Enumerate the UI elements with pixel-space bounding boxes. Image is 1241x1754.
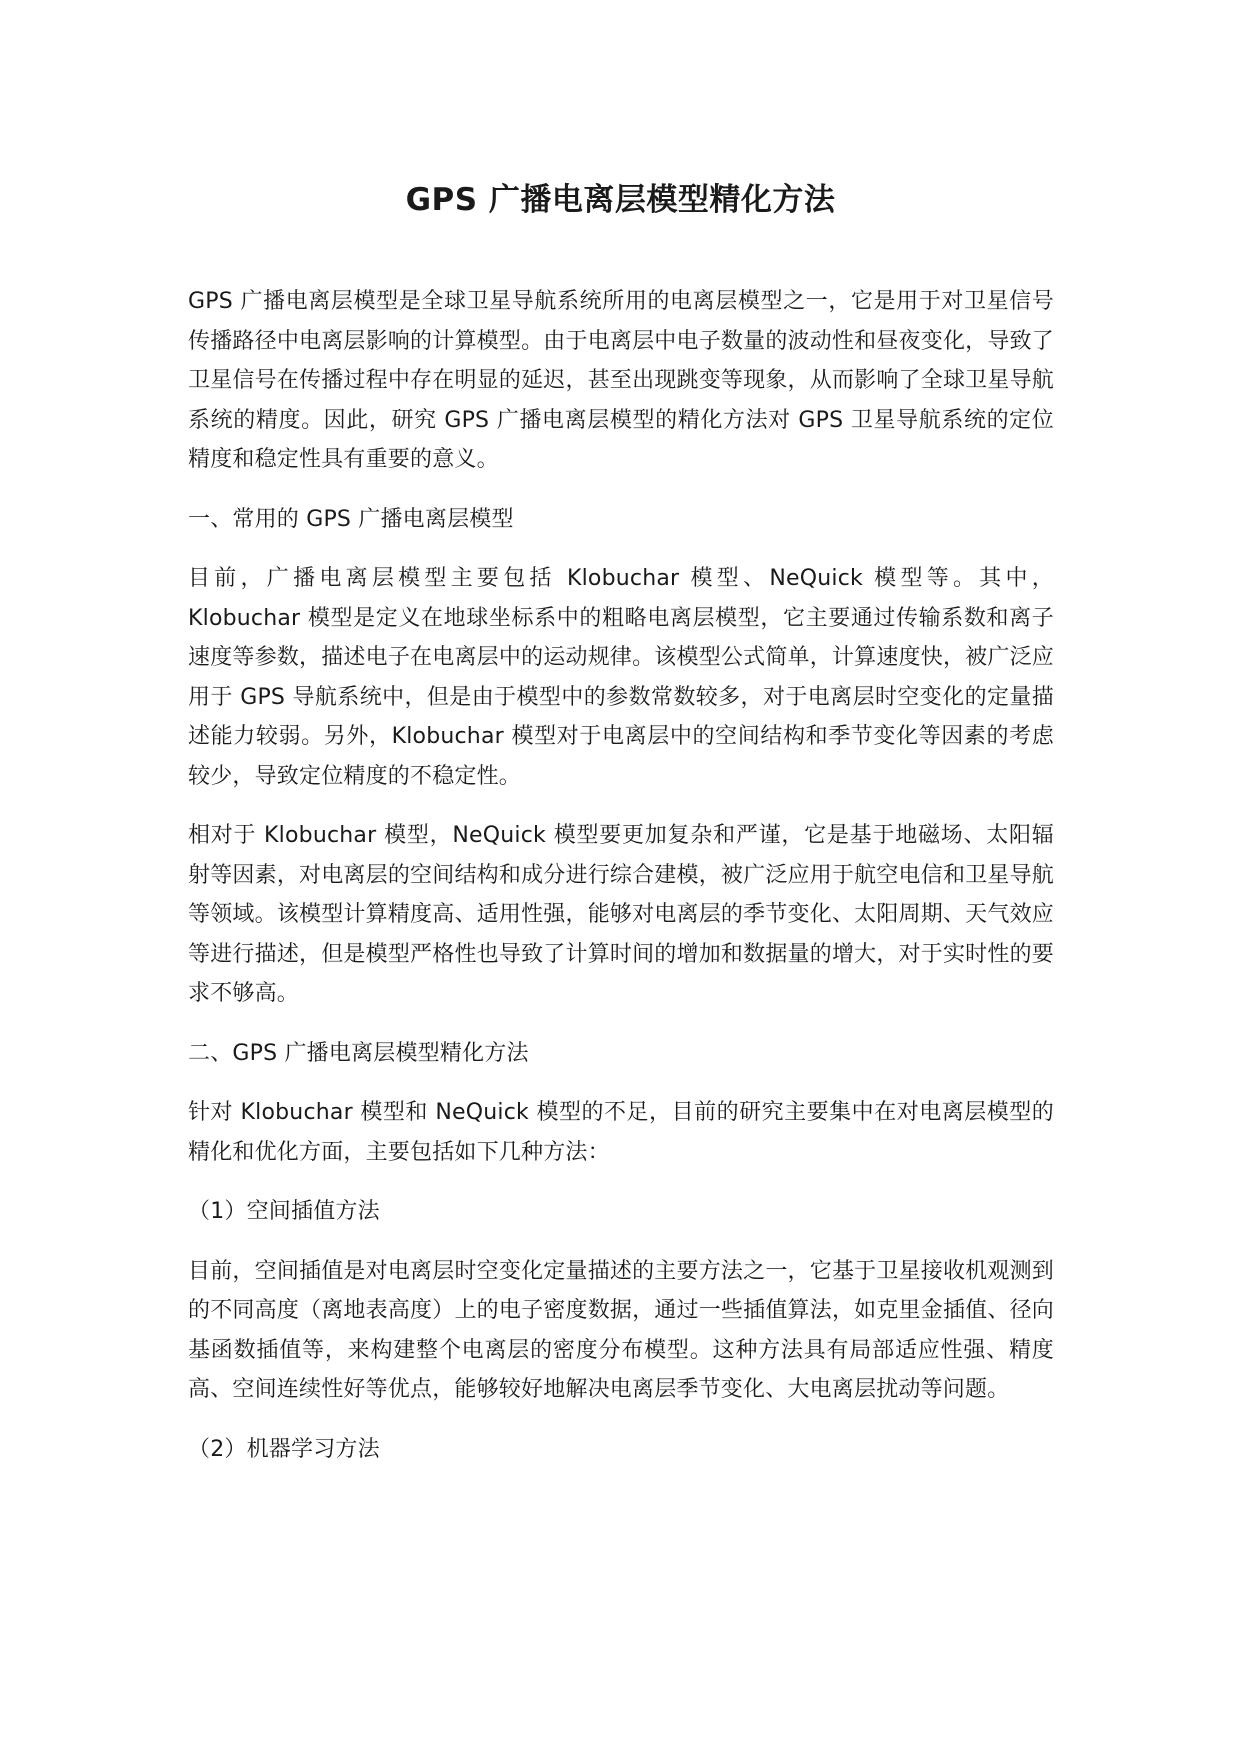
nequick-paragraph: 相对于 Klobuchar 模型，NeQuick 模型要更加复杂和严谨，它是基于地磁场、太阳辐射等因素，对电离层的空间结构和成分进行综合建模，被广泛应用于航空电信和卫星导航等领域。该模型计算精度高、适用性强，能够对电离层的季节变化、太阳周期、天气效应等进行描述，但是模型严格性也导致了计算时间的增加和数据量的增大，对于实时性的要求不够高。 (188, 823, 1054, 1006)
klobuchar-paragraph: 目前，广播电离层模型主要包括 Klobuchar 模型、NeQuick 模型等。其中，Klobuchar 模型是定义在地球坐标系中的粗略电离层模型，它主要通过传输系数和离子速度等参数，描述电子在电离层中的运动规律。该模型公式简单，计算速度快，被广泛应用于 GPS 导航系统中，但是由于模型中的参数常数较多，对于电离层时空变化的定量描述能力较弱。另外，Klobuchar 模型对于电离层中的空间结构和季节变化等因素的考虑较少，导致定位精度的不稳定性。 (188, 566, 1054, 789)
document-title: GPS 广播电离层模型精化方法 (405, 182, 836, 218)
subheading-machine-learning: （2）机器学习方法 (188, 1436, 380, 1462)
spatial-interpolation-paragraph: 目前，空间插值是对电离层时空变化定量描述的主要方法之一，它基于卫星接收机观测到的不同高度（离地表高度）上的电子密度数据，通过一些插值算法，如克里金插值、径向基函数插值等，来构建整个电离层的密度分布模型。这种方法具有局部适应性强、精度高、空间连续性好等优点，能够较好地解决电离层季节变化、大电离层扰动等问题。 (188, 1258, 1054, 1402)
intro-paragraph: GPS 广播电离层模型是全球卫星导航系统所用的电离层模型之一，它是用于对卫星信号传播路径中电离层影响的计算模型。由于电离层中电子数量的波动性和昼夜变化，导致了卫星信号在传播过程中存在明显的延迟，甚至出现跳变等现象，从而影响了全球卫星导航系统的精度。因此，研究 GPS 广播电离层模型的精化方法对 GPS 卫星导航系统的定位精度和稳定性具有重要的意义。 (188, 289, 1054, 472)
section-heading-2: 二、GPS 广播电离层模型精化方法 (188, 1040, 529, 1066)
subheading-spatial-interpolation: （1）空间插值方法 (188, 1199, 380, 1224)
document-body (188, 282, 1054, 1489)
methods-intro-paragraph: 针对 Klobuchar 模型和 NeQuick 模型的不足，目前的研究主要集中在对电离层模型的精化和优化方面，主要包括如下几种方法： (188, 1100, 1054, 1165)
section-heading-1: 一、常用的 GPS 广播电离层模型 (188, 506, 514, 532)
